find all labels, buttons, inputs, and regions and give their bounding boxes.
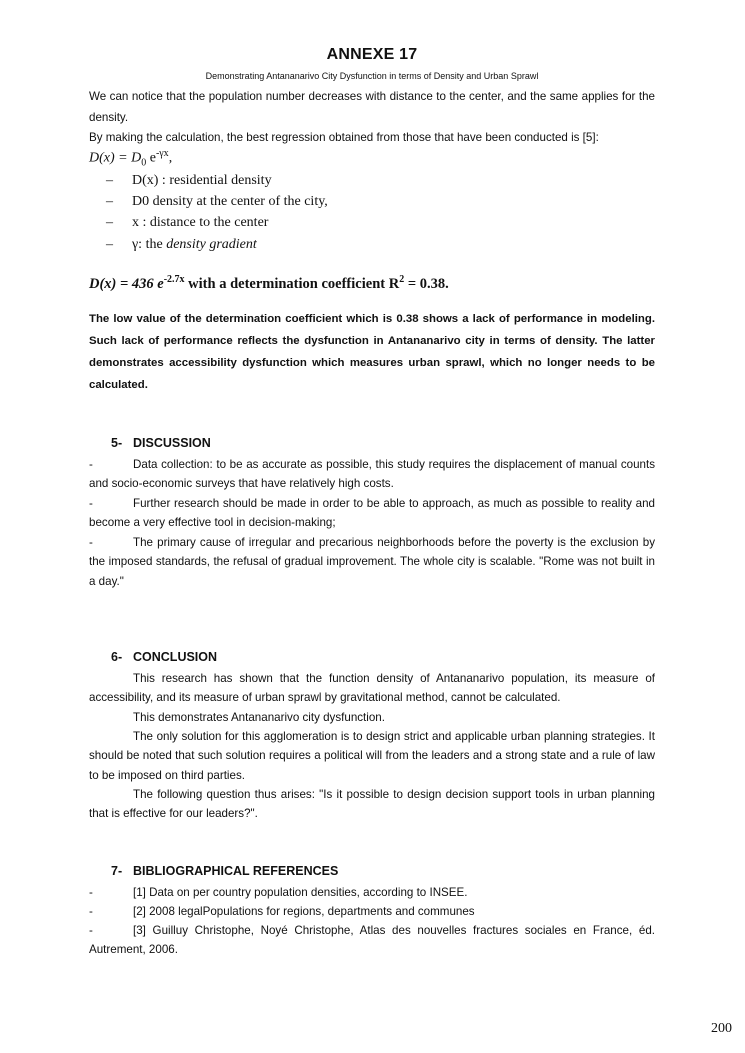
section-heading-conclusion [111,650,217,664]
page-subtitle: Demonstrating Antananarivo City Dysfunction in terms of Density and Urban Sprawl [205,71,539,81]
density-formula [89,148,655,168]
reference-item [89,921,655,960]
definition-term: density gradient [166,237,257,252]
page-title: ANNEXE 17 [326,46,418,63]
definition-item [106,194,328,210]
list-dash: – [106,173,113,188]
list-dash: - [89,886,93,899]
section-title: CONCLUSION [133,650,218,664]
formula-base: e [146,150,156,166]
definition-item [106,215,268,231]
page-number: 200 [711,1021,732,1036]
intro-paragraph-1: We can notice that the population number decreases with distance to the center, and the same applies for the density. [89,90,655,124]
reference-item [89,902,655,921]
discussion-item [89,455,655,494]
discussion-text: The primary cause of irregular and precarious neighborhoods before the poverty is the exclusion by the imposed standards, the refusal of gradual improvement. The whole city is scalable. "Rome was not built in a day." [89,536,655,588]
list-dash: - [89,905,93,918]
list-dash: - [89,536,93,549]
list-dash: - [89,497,93,510]
regression-result [89,274,655,293]
reference-text: [2] 2008 legalPopulations for regions, departments and communes [133,905,475,918]
definition-text: D0 density at the center of the city, [132,194,328,209]
bold-conclusion-paragraph: The low value of the determination coefficient which is 0.38 shows a lack of performance in modeling. Such lack of performance reflects the dysfunction in Antananarivo city in terms of density. The latter demonstrates accessibility dysfunction which measures urban sprawl, which no longer needs to be calculated. [89,313,655,391]
conclusion-paragraph: This demonstrates Antananarivo city dysfunction. [133,711,385,724]
formula-subscript: 0 [141,157,147,169]
intro-paragraph-2: By making the calculation, the best regression obtained from those that have been conducted is [5]: [89,131,599,144]
result-r-squared: 2 [399,274,405,285]
definition-item [106,173,272,189]
list-dash: - [89,458,93,471]
definition-text: D(x) : residential density [132,173,272,188]
result-lhs: D(x) = 436 e [89,275,164,292]
section-number: 6- [111,650,123,664]
list-dash: – [106,215,113,230]
section-heading-references [111,864,338,878]
section-title: DISCUSSION [133,436,211,450]
list-dash: – [106,194,113,209]
conclusion-paragraph: This research has shown that the function density of Antananarivo population, its measure of accessibility, and its measure of urban sprawl by gravitational method, cannot be calculated. [89,672,655,705]
section-heading-discussion [111,436,211,450]
formula-exponent: -γx [155,148,169,159]
discussion-text: Further research should be made in order to be able to approach, as much as possible to reality and become a very effective tool in decision-making; [89,497,655,530]
list-dash: - [89,924,93,937]
conclusion-paragraph: The following question thus arises: "Is it possible to design decision support tools in urban planning that is effective for our leaders?". [89,788,655,821]
result-exponent: -2.7x [163,274,185,285]
section-number: 5- [111,436,123,450]
definition-item [106,237,257,253]
list-dash: – [106,237,113,252]
formula-lhs: D(x) = D [89,150,142,166]
definition-text: γ: the [132,237,167,252]
conclusion-paragraph: The only solution for this agglomeration is to design strict and applicable urban planning strategies. It should be noted that such solution requires a political will from the leaders and a strong state and a rule of law to be imposed on third parties. [89,730,655,782]
discussion-item [89,533,655,591]
reference-text: [1] Data on per country population densities, according to INSEE. [133,886,468,899]
reference-item [89,883,655,902]
discussion-text: Data collection: to be as accurate as possible, this study requires the displacement of manual counts and socio-economic surveys that have relatively high costs. [89,458,655,491]
discussion-item [89,494,655,533]
result-tail: = 0.38. [404,275,449,292]
result-mid: with a determination coefficient R [184,275,400,292]
formula-tail: , [168,150,173,166]
section-number: 7- [111,864,123,878]
section-title: BIBLIOGRAPHICAL REFERENCES [133,864,339,878]
reference-text: [3] Guilluy Christophe, Noyé Christophe, Atlas des nouvelles fractures sociales en France, éd. Autrement, 2006. [89,924,655,957]
definition-text: x : distance to the center [132,215,269,230]
